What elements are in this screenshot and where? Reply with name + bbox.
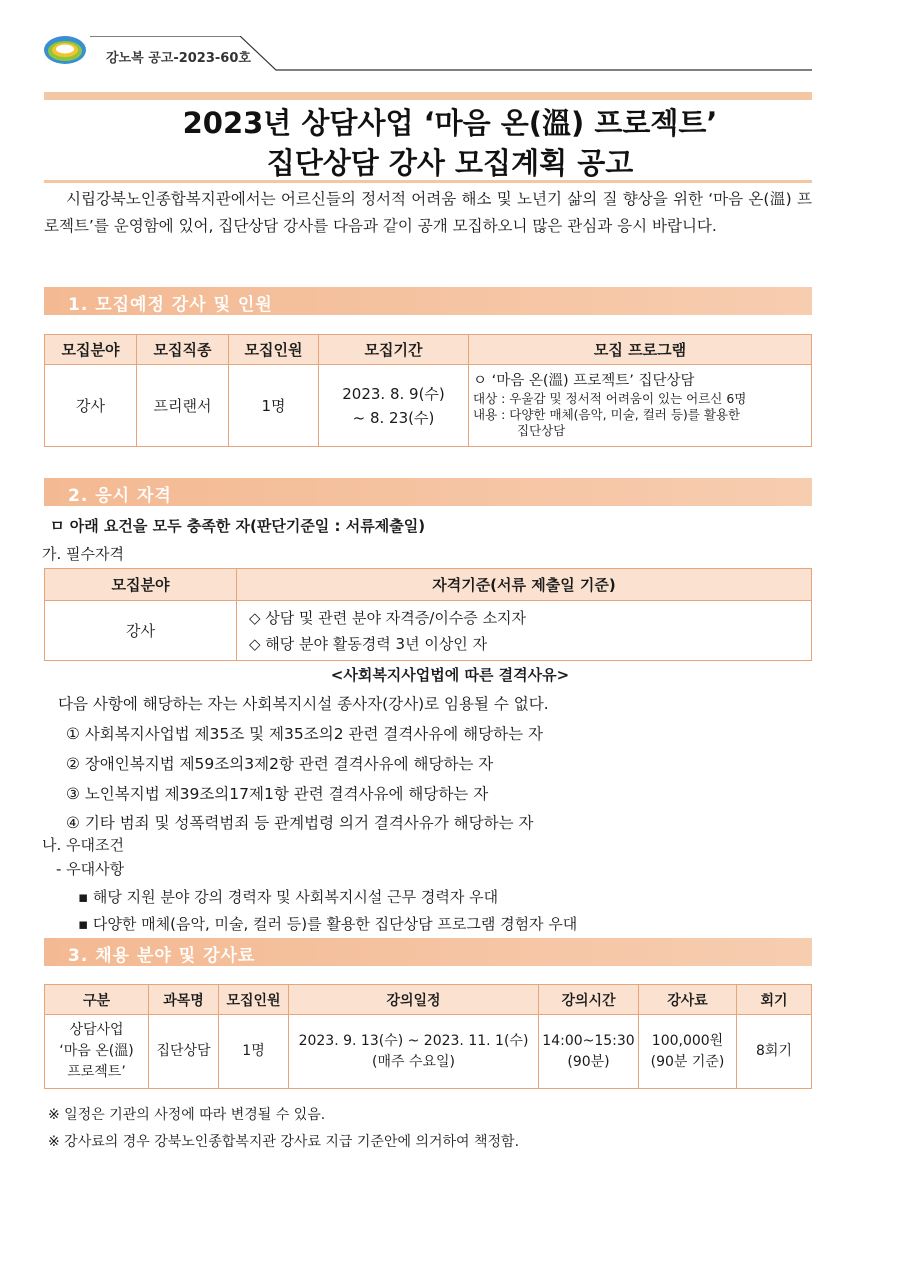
col-header: 강사료	[639, 985, 737, 1015]
cell-count: 1명	[219, 1015, 289, 1089]
page-title-line2: 집단상담 강사 모집계획 공고	[266, 146, 634, 180]
qualification-item: ◇ 상담 및 관련 분야 자격증/이수증 소지자	[249, 608, 527, 627]
preference-item: ▪ 다양한 매체(음악, 미술, 컬러 등)를 활용한 집단상담 프로그램 경험자 우대	[78, 915, 578, 933]
qualification-item: ◇ 해당 분야 활동경력 3년 이상인 자	[249, 634, 488, 653]
section2-bar	[44, 478, 812, 506]
disqualification-item: ③ 노인복지법 제39조의17제1항 관련 결격사유에 해당하는 자	[66, 785, 489, 803]
section1-bar	[44, 287, 812, 315]
cell-sessions: 8회기	[737, 1015, 812, 1089]
col-header: 모집인원	[219, 985, 289, 1015]
cell-schedule	[289, 1015, 539, 1089]
program-line: 집단상담	[517, 423, 566, 438]
time-line: (90분)	[567, 1053, 610, 1070]
title-top-bar	[44, 92, 812, 100]
cell-field: 강사	[45, 365, 137, 447]
program-line: 대상 : 우울감 및 정서적 어려움이 있는 어르신 6명	[473, 391, 747, 406]
intro-text: 시립강북노인종합복지관에서는 어르신들의 정서적 어려움 해소 및 노년기 삶의 질 향상을 위한 ‘마음 온(溫) 프로젝트’를 운영함에 있어, 집단상담 강사를 다음과 같이 공개 모집하오니 많은 관심과 응시 바랍니다.	[44, 190, 812, 235]
cell-fee	[639, 1015, 737, 1089]
note-item: ※ 일정은 기관의 사정에 따라 변경될 수 있음.	[48, 1107, 326, 1123]
section3-heading: 3. 채용 분야 및 강사료	[68, 946, 256, 966]
cell-subject: 집단상담	[149, 1015, 219, 1089]
col-header: 강의시간	[539, 985, 639, 1015]
note-item: ※ 강사료의 경우 강북노인종합복지관 강사료 지급 기준안에 의거하여 책정함.	[48, 1134, 520, 1150]
cell-quals	[237, 601, 812, 661]
col-header: 모집인원	[229, 335, 319, 365]
col-header: 회기	[737, 985, 812, 1015]
category-line: 프로젝트’	[67, 1064, 126, 1080]
program-line: 내용 : 다양한 매체(음악, 미술, 컬러 등)를 활용한	[473, 407, 741, 422]
document-number: 강노복 공고-2023-60호	[106, 51, 251, 66]
col-header: 모집분야	[45, 335, 137, 365]
cell-count: 1명	[229, 365, 319, 447]
title-bottom-bar	[44, 180, 812, 183]
sub-heading-a: 가. 필수자격	[42, 545, 124, 563]
cell-time	[539, 1015, 639, 1089]
disqualification-item: ④ 기타 범죄 및 성폭력범죄 등 관계법령 의거 결격사유가 해당하는 자	[66, 814, 534, 832]
schedule-line: 2023. 9. 13(수) ~ 2023. 11. 1(수)	[298, 1032, 529, 1049]
requirement-line: ㅁ 아래 요건을 모두 충족한 자(판단기준일 : 서류제출일)	[50, 517, 426, 535]
fee-line: 100,000원	[651, 1032, 724, 1049]
agency-logo	[42, 32, 88, 68]
qualification-table	[44, 568, 812, 661]
fee-line: (90분 기준)	[650, 1053, 725, 1070]
section1-heading: 1. 모집예정 강사 및 인원	[68, 295, 273, 315]
disqualification-item: ② 장애인복지법 제59조의3제2항 관련 결격사유에 해당하는 자	[66, 755, 494, 773]
col-header: 과목명	[149, 985, 219, 1015]
col-header: 자격기준(서류 제출일 기준)	[237, 569, 812, 601]
col-header: 구분	[45, 985, 149, 1015]
disqualification-item: ① 사회복지사업법 제35조 및 제35조의2 관련 결격사유에 해당하는 자	[66, 725, 543, 743]
cell-category	[45, 1015, 149, 1089]
disqualification-intro: 다음 사항에 해당하는 자는 사회복지시설 종사자(강사)로 임용될 수 없다.	[58, 695, 549, 713]
col-header: 모집 프로그램	[469, 335, 812, 365]
recruit-table	[44, 334, 812, 447]
col-header: 강의일정	[289, 985, 539, 1015]
col-header: 모집분야	[45, 569, 237, 601]
col-header: 모집직종	[137, 335, 229, 365]
intro-paragraph	[44, 186, 812, 239]
preference-item: ▪ 해당 지원 분야 강의 경력자 및 사회복지시설 근무 경력자 우대	[78, 888, 499, 906]
cell-program	[469, 365, 812, 447]
col-header: 모집기간	[319, 335, 469, 365]
fee-table	[44, 984, 812, 1089]
category-line: ‘마음 온(溫)	[59, 1043, 134, 1059]
page-title-line1: 2023년 상담사업 ‘마음 온(溫) 프로젝트’	[182, 106, 718, 140]
program-line: ㅇ ‘마음 온(溫) 프로젝트’ 집단상담	[473, 373, 695, 389]
section2-heading: 2. 응시 자격	[68, 486, 172, 506]
cell-period	[319, 365, 469, 447]
category-line: 상담사업	[69, 1022, 124, 1038]
period-line: ~ 8. 23(수)	[352, 408, 435, 427]
cell-job: 프리랜서	[137, 365, 229, 447]
cell-field: 강사	[45, 601, 237, 661]
time-line: 14:00~15:30	[542, 1032, 635, 1049]
disqualification-title: <사회복지사업법에 따른 결격사유>	[330, 666, 570, 684]
section3-bar	[44, 938, 812, 966]
sub-heading-b: 나. 우대조건	[42, 836, 124, 854]
schedule-line: (매주 수요일)	[372, 1053, 455, 1070]
preference-label: - 우대사항	[56, 860, 125, 878]
period-line: 2023. 8. 9(수)	[342, 384, 445, 403]
